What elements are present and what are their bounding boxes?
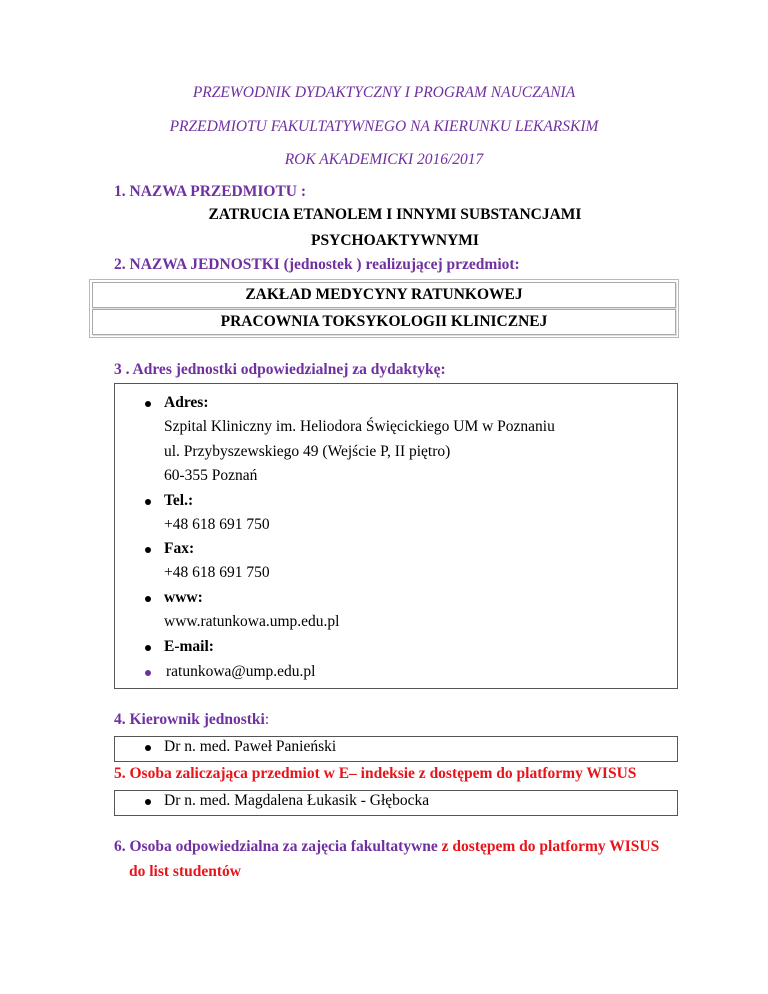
section-6-heading-part-1: 6. Osoba odpowiedzialna za zajęcia fakultatywne (114, 838, 438, 855)
bullet-icon (145, 670, 151, 676)
bullet-icon (145, 401, 151, 407)
section-6-heading-line-2: do list studentów (129, 863, 241, 880)
section-1-heading: 1. NAZWA PRZEDMIOTU : (114, 183, 307, 200)
doc-title-line-3: ROK AKADEMICKI 2016/2017 (284, 151, 484, 168)
unit-row: PRACOWNIA TOKSYKOLOGII KLINICZNEJ (92, 309, 676, 335)
section-6-heading-part-2: z dostępem do platformy WISUS (437, 838, 660, 855)
bullet-icon (145, 596, 151, 602)
section-4-heading-text: 4. Kierownik jednostki (114, 711, 265, 728)
section-3-heading: 3 . Adres jednostki odpowiedzialnej za dydaktykę: (114, 361, 446, 378)
unit-row: ZAKŁAD MEDYCYNY RATUNKOWEJ (92, 282, 676, 308)
doc-title-line-2: PRZEDMIOTU FAKULTATYWNEGO NA KIERUNKU LEKARSKIM (169, 118, 599, 135)
section-6-heading (114, 838, 659, 856)
email-label: E-mail: (164, 638, 214, 655)
section-5-heading: 5. Osoba zaliczająca przedmiot w E– indeksie z dostępem do platformy WISUS (114, 765, 637, 782)
email-link[interactable]: ratunkowa@ump.edu.pl (166, 663, 316, 680)
units-table (89, 279, 679, 338)
fax-value: +48 618 691 750 (164, 564, 270, 581)
doc-title-line-1: PRZEWODNIK DYDAKTYCZNY I PROGRAM NAUCZANIA (192, 84, 576, 101)
head-of-unit-name: Dr n. med. Paweł Panieński (164, 738, 337, 755)
www-link[interactable]: www.ratunkowa.ump.edu.pl (164, 613, 340, 630)
examiner-name: Dr n. med. Magdalena Łukasik - Głębocka (164, 792, 430, 809)
address-line-2: ul. Przybyszewskiego 49 (Wejście P, II piętro) (164, 443, 451, 460)
www-label: www: (164, 589, 203, 606)
bullet-icon (145, 745, 151, 751)
bullet-icon (145, 499, 151, 505)
tel-value: +48 618 691 750 (164, 516, 270, 533)
subject-name-line-1: ZATRUCIA ETANOLEM I INNYMI SUBSTANCJAMI (208, 206, 582, 223)
address-line-1: Szpital Kliniczny im. Heliodora Święcickiego UM w Poznaniu (164, 418, 555, 435)
subject-name-line-2: PSYCHOAKTYWNYMI (311, 232, 479, 249)
bullet-icon (145, 547, 151, 553)
section-4-heading (114, 711, 269, 729)
address-line-3: 60-355 Poznań (164, 467, 258, 484)
fax-label: Fax: (164, 540, 195, 557)
bullet-icon (145, 799, 151, 805)
bullet-icon (145, 645, 151, 651)
section-2-heading: 2. NAZWA JEDNOSTKI (jednostek ) realizującej przedmiot: (114, 256, 520, 273)
tel-label: Tel.: (164, 492, 194, 509)
section-4-heading-colon: : (264, 711, 270, 728)
address-label: Adres: (164, 394, 209, 411)
